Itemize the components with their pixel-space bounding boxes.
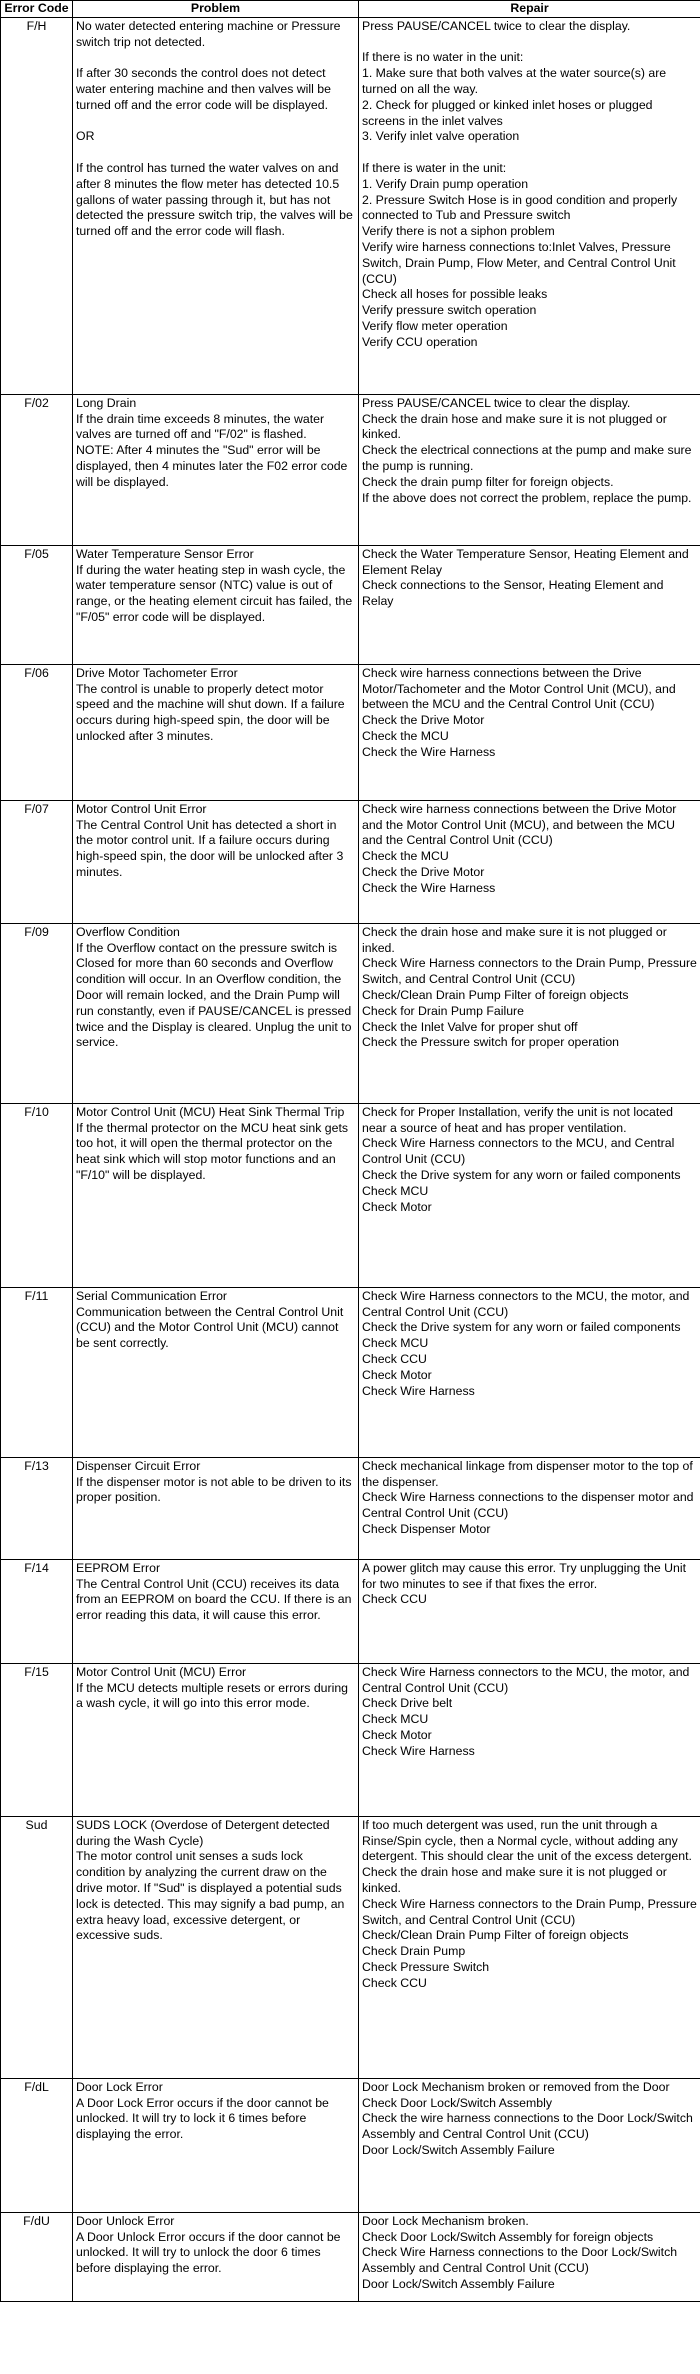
error-code-cell: Sud — [1, 1816, 73, 2078]
header-problem: Problem — [73, 1, 359, 18]
repair-line: Check for Drain Pump Failure — [362, 1003, 524, 1018]
repair-line: Check Drain Pump — [362, 1944, 466, 1959]
problem-line: Communication between the Central Control Unit (CCU) and the Motor Control Unit (MCU) cannot be sent correctly. — [76, 1304, 347, 1351]
problem-line: If the drain time exceeds 8 minutes, the water valves are turned off and "F/02" is flashed. — [76, 411, 328, 442]
error-code-cell: F/15 — [1, 1663, 73, 1816]
problem-line: Drive Motor Tachometer Error — [76, 665, 238, 680]
problem-cell — [73, 1559, 359, 1663]
problem-line: Motor Control Unit (MCU) Error — [76, 1664, 247, 1679]
error-code-cell: F/dU — [1, 2212, 73, 2301]
problem-line — [76, 50, 355, 66]
error-row — [1, 923, 700, 1103]
repair-line: Check/Clean Drain Pump Filter of foreign objects — [362, 987, 629, 1002]
problem-line: If the thermal protector on the MCU heat sink gets too hot, it will open the thermal protector on the heat sink which will stop motor functions and an "F/10" will be displayed. — [76, 1120, 352, 1182]
repair-line: Check mechanical linkage from dispenser motor to the top of the dispenser. — [362, 1458, 697, 1489]
repair-line: Check Drive belt — [362, 1696, 453, 1711]
problem-line: Motor Control Unit (MCU) Heat Sink Thermal Trip — [76, 1104, 345, 1119]
error-row — [1, 664, 700, 800]
repair-line: Check MCU — [362, 1712, 429, 1727]
repair-line: Verify wire harness connections to:Inlet Valves, Pressure Switch, Drain Pump, Flow Meter, and Central Control Unit (CCU) — [362, 239, 680, 286]
repair-line: Check Wire Harness connectors to the Drain Pump, Pressure Switch, and Central Control Unit (CCU) — [362, 956, 700, 987]
error-code-cell: F/07 — [1, 800, 73, 923]
problem-line: The motor control unit senses a suds lock condition by analyzing the current draw on the drive motor. If "Sud" is displayed a potential suds lock is detected. This may signify a bad pump, an extra heavy load, excessive detergent, or excessive suds. — [76, 1849, 348, 1943]
repair-line: Check the Water Temperature Sensor, Heating Element and Element Relay — [362, 546, 693, 577]
error-row — [1, 1103, 700, 1287]
problem-cell — [73, 394, 359, 545]
repair-line: A power glitch may cause this error. Try unplugging the Unit for two minutes to see if that fixes the error. — [362, 1560, 690, 1591]
problem-line: The Central Control Unit has detected a short in the motor control unit. If a failure occurs during high-speed spin, the door will be unlocked after 3 minutes. — [76, 817, 347, 879]
repair-line: Check the MCU — [362, 849, 449, 864]
repair-line: Door Lock/Switch Assembly Failure — [362, 2142, 555, 2157]
repair-line: Check MCU — [362, 1336, 429, 1351]
problem-line: Water Temperature Sensor Error — [76, 546, 254, 561]
error-code-cell: F/02 — [1, 394, 73, 545]
repair-line: Check Wire Harness connections to the dispenser motor and Central Control Unit (CCU) — [362, 1490, 697, 1521]
repair-cell — [359, 2078, 700, 2212]
problem-line: Door Unlock Error — [76, 2213, 175, 2228]
repair-line: Check wire harness connections between the Drive Motor/Tachometer and the Motor Control Unit (MCU), and between the MCU and the Central Control Unit (CCU) — [362, 665, 680, 712]
error-row — [1, 800, 700, 923]
repair-line — [362, 145, 697, 161]
error-code-cell: F/06 — [1, 664, 73, 800]
repair-line: Check Wire Harness connectors to the Drain Pump, Pressure Switch, and Central Control Unit (CCU) — [362, 1896, 700, 1927]
problem-line: Motor Control Unit Error — [76, 801, 207, 816]
repair-line: Check CCU — [362, 1592, 427, 1607]
repair-line: Check Pressure Switch — [362, 1959, 490, 1974]
repair-cell — [359, 1816, 700, 2078]
problem-line: Dispenser Circuit Error — [76, 1458, 201, 1473]
problem-cell — [73, 17, 359, 394]
repair-line: Check the Drive system for any worn or failed components — [362, 1167, 681, 1182]
repair-cell — [359, 800, 700, 923]
repair-line: Press PAUSE/CANCEL twice to clear the display. — [362, 395, 631, 410]
problem-cell — [73, 1103, 359, 1287]
repair-line: Check Wire Harness connectors to the MCU, and Central Control Unit (CCU) — [362, 1136, 678, 1167]
problem-cell — [73, 2078, 359, 2212]
repair-cell — [359, 2212, 700, 2301]
problem-line: If the MCU detects multiple resets or errors during a wash cycle, it will go into this error mode. — [76, 1680, 352, 1711]
problem-cell — [73, 2212, 359, 2301]
problem-line: If the Overflow contact on the pressure switch is Closed for more than 60 seconds and Overflow condition will occur. In an Overflow condition, the Door will remain locked, and the Drain Pump will run constantly, even if PAUSE/CANCEL is pressed twice and the Display is cleared. Unplug the unit to service. — [76, 940, 355, 1050]
problem-line: A Door Unlock Error occurs if the door cannot be unlocked. It will try to unlock the door 6 times before displaying the error. — [76, 2229, 344, 2276]
problem-line: Serial Communication Error — [76, 1288, 228, 1303]
repair-line: Check Door Lock/Switch Assembly — [362, 2095, 552, 2110]
repair-line: Check MCU — [362, 1183, 429, 1198]
problem-cell — [73, 800, 359, 923]
error-code-cell: F/14 — [1, 1559, 73, 1663]
repair-line: Door Lock/Switch Assembly Failure — [362, 2276, 555, 2291]
repair-line: 3. Verify inlet valve operation — [362, 129, 520, 144]
problem-line: NOTE: After 4 minutes the "Sud" error will be displayed, then 4 minutes later the F02 error code will be displayed. — [76, 443, 351, 489]
repair-line: Verify CCU operation — [362, 334, 478, 349]
repair-line: Check the wire harness connections to the Door Lock/Switch Assembly and Central Control Unit (CCU) — [362, 2111, 696, 2142]
repair-line: Check Wire Harness connections to the Door Lock/Switch Assembly and Central Control Unit (CCU) — [362, 2245, 680, 2276]
problem-line: If during the water heating step in wash cycle, the water temperature sensor (NTC) value is out of range, or the heating element circuit has failed, the "F/05" error code will be displayed. — [76, 562, 356, 624]
repair-line: Door Lock Mechanism broken. — [362, 2213, 529, 2228]
repair-line: Check the drain hose and make sure it is not plugged or kinked. — [362, 1865, 671, 1895]
repair-line: Press PAUSE/CANCEL twice to clear the display. — [362, 18, 631, 33]
repair-line: If too much detergent was used, run the unit through a Rinse/Spin cycle, then a Normal cycle, without adding any detergent. This should clear the unit of the excess detergent. — [362, 1817, 692, 1864]
repair-line: Check wire harness connections between the Drive Motor and the Motor Control Unit (MCU), and between the MCU and the Central Control Unit (CCU) — [362, 801, 680, 848]
repair-line: Check Motor — [362, 1199, 432, 1214]
repair-line: Check connections to the Sensor, Heating Element and Relay — [362, 578, 667, 609]
problem-line: EEPROM Error — [76, 1560, 161, 1575]
repair-cell — [359, 664, 700, 800]
repair-line: Check the Drive Motor — [362, 864, 485, 879]
repair-cell — [359, 923, 700, 1103]
problem-cell — [73, 664, 359, 800]
repair-line: Check Motor — [362, 1367, 432, 1382]
repair-line: Check Motor — [362, 1727, 432, 1742]
repair-line: Check/Clean Drain Pump Filter of foreign objects — [362, 1928, 629, 1943]
repair-line: Verify pressure switch operation — [362, 303, 537, 318]
error-row — [1, 1287, 700, 1457]
problem-cell — [73, 1287, 359, 1457]
repair-line: Check the electrical connections at the pump and make sure the pump is running. — [362, 443, 695, 473]
repair-cell — [359, 1287, 700, 1457]
repair-line: Check Door Lock/Switch Assembly for foreign objects — [362, 2229, 654, 2244]
problem-line: If the control has turned the water valves on and after 8 minutes the flow meter has detected 10.5 gallons of water passing through it, but has not detected the pressure switch trip, the valves will be turned off and the error code will flash. — [76, 160, 357, 239]
error-code-cell: F/13 — [1, 1457, 73, 1559]
error-row — [1, 1559, 700, 1663]
error-code-cell: F/09 — [1, 923, 73, 1103]
problem-line: Long Drain — [76, 395, 137, 410]
repair-line: Check Wire Harness connectors to the MCU, the motor, and Central Control Unit (CCU) — [362, 1288, 693, 1319]
problem-line — [76, 114, 355, 130]
repair-line: If there is no water in the unit: — [362, 50, 524, 65]
repair-line: Verify there is not a siphon problem — [362, 224, 555, 239]
problem-line: The Central Control Unit (CCU) receives its data from an EEPROM on board the CCU. If there is an error reading this data, it will cause this error. — [76, 1576, 355, 1623]
problem-line — [76, 145, 355, 161]
problem-cell — [73, 1816, 359, 2078]
error-row — [1, 2078, 700, 2212]
problem-cell — [73, 545, 359, 664]
repair-line: Check the MCU — [362, 728, 449, 743]
repair-line: Check the drain hose and make sure it is not plugged or kinked. — [362, 411, 671, 442]
repair-line: Check Dispenser Motor — [362, 1521, 491, 1536]
repair-line: Check Wire Harness connectors to the MCU, the motor, and Central Control Unit (CCU) — [362, 1664, 693, 1695]
error-code-cell: F/10 — [1, 1103, 73, 1287]
repair-line: Check the Inlet Valve for proper shut off — [362, 1019, 578, 1034]
repair-line: Check the drain pump filter for foreign objects. — [362, 474, 614, 489]
problem-cell — [73, 1457, 359, 1559]
repair-line: Check the Pressure switch for proper operation — [362, 1035, 619, 1050]
repair-line: Verify flow meter operation — [362, 318, 508, 333]
repair-line: If there is water in the unit: — [362, 160, 507, 175]
repair-line: 1. Make sure that both valves at the water source(s) are turned on all the way. — [362, 66, 670, 96]
repair-line: Check CCU — [362, 1975, 427, 1990]
repair-line: Check the Wire Harness — [362, 880, 496, 895]
repair-cell — [359, 545, 700, 664]
repair-line: Check CCU — [362, 1351, 427, 1366]
problem-line: The control is unable to properly detect motor speed and the machine will shut down. If a failure occurs during high-speed spin, the door will be unlocked after 3 minutes. — [76, 681, 349, 743]
repair-cell — [359, 394, 700, 545]
error-code-cell: F/05 — [1, 545, 73, 664]
header-error-code: Error Code — [1, 1, 73, 18]
repair-line: Check Wire Harness — [362, 1383, 475, 1398]
problem-line: Overflow Condition — [76, 924, 180, 939]
header-repair: Repair — [359, 1, 700, 18]
repair-line: Check for Proper Installation, verify the unit is not located near a source of heat and has proper ventilation. — [362, 1104, 677, 1135]
repair-line: Check the drain hose and make sure it is not plugged or inked. — [362, 924, 671, 955]
repair-line: 1. Verify Drain pump operation — [362, 176, 529, 191]
problem-line: OR — [76, 129, 95, 144]
problem-line: SUDS LOCK (Overdose of Detergent detected during the Wash Cycle) — [76, 1817, 333, 1848]
error-code-cell: F/11 — [1, 1287, 73, 1457]
error-row — [1, 1663, 700, 1816]
repair-line: Check all hoses for possible leaks — [362, 287, 548, 302]
problem-line: No water detected entering machine or Pressure switch trip not detected. — [76, 18, 344, 49]
error-row — [1, 394, 700, 545]
error-row — [1, 545, 700, 664]
problem-line: A Door Lock Error occurs if the door cannot be unlocked. It will try to lock it 6 times before displaying the error. — [76, 2095, 333, 2142]
error-row — [1, 17, 700, 394]
repair-cell — [359, 1663, 700, 1816]
error-row — [1, 1816, 700, 2078]
repair-cell — [359, 1559, 700, 1663]
repair-line: Check the Drive Motor — [362, 713, 485, 728]
problem-line: If the dispenser motor is not able to be driven to its proper position. — [76, 1474, 355, 1505]
error-row — [1, 1457, 700, 1559]
repair-line — [362, 35, 697, 51]
problem-cell — [73, 1663, 359, 1816]
repair-line: 2. Pressure Switch Hose is in good condition and properly connected to Tub and Pressure switch — [362, 192, 681, 223]
header-row — [1, 1, 700, 18]
error-code-cell: F/dL — [1, 2078, 73, 2212]
repair-cell — [359, 17, 700, 394]
problem-cell — [73, 923, 359, 1103]
repair-line: Door Lock Mechanism broken or removed from the Door — [362, 2079, 670, 2094]
repair-line: Check Wire Harness — [362, 1743, 475, 1758]
error-row — [1, 2212, 700, 2301]
problem-line: If after 30 seconds the control does not detect water entering machine and then valves will be turned off and the error code will be displayed. — [76, 66, 335, 112]
repair-cell — [359, 1457, 700, 1559]
repair-cell — [359, 1103, 700, 1287]
error-code-cell: F/H — [1, 17, 73, 394]
repair-line: If the above does not correct the problem, replace the pump. — [362, 490, 692, 505]
repair-line: Check the Drive system for any worn or failed components — [362, 1320, 681, 1335]
repair-line: 2. Check for plugged or kinked inlet hoses or plugged screens in the inlet valves — [362, 97, 656, 128]
repair-line: Check the Wire Harness — [362, 744, 496, 759]
problem-line: Door Lock Error — [76, 2079, 163, 2094]
